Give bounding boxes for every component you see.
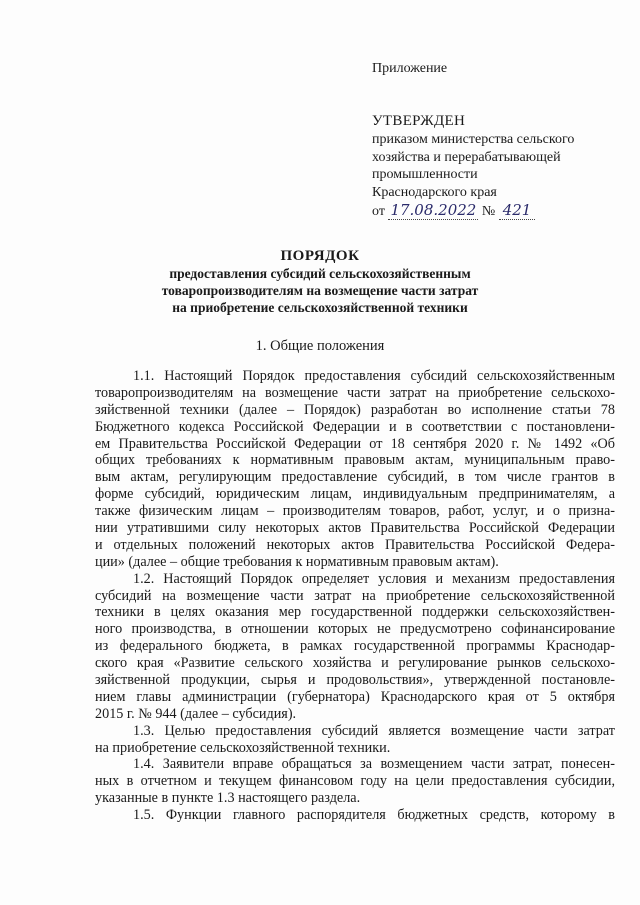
paragraph-1-5 [95, 807, 615, 824]
order-line: промышленности [372, 167, 478, 182]
order-line: приказом министерства сельского [372, 132, 575, 147]
section-heading: 1. Общие положения [255, 338, 385, 354]
number-prefix: № [481, 204, 496, 219]
paragraph-1-1 [95, 368, 615, 571]
subtitle-line: предоставления субсидий сельскохозяйственным [169, 266, 471, 281]
text-line: 1.3. Целью предоставления субсидий является возмещение части затрат [133, 722, 615, 739]
paragraph-1-2 [95, 571, 615, 723]
text-line: 1.1. Настоящий Порядок предоставления субсидий сельскохозяйственным [133, 368, 615, 384]
subtitle-line: на приобретение сельскохозяйственной техники [172, 300, 468, 315]
approval-order-text [372, 131, 574, 201]
text-line: форме субсидий, юридическим лицам, индивидуальным предпринимателям, а [95, 486, 615, 503]
paragraph-1-4 [95, 756, 615, 807]
text-line: общих требованиях к нормативным правовым актам, муниципальным право- [95, 452, 615, 469]
text-line: Бюджетного кодекса Российской Федерации и в соответствии с постановлени- [95, 418, 615, 435]
appendix-label: Приложение [372, 61, 448, 76]
text-line: 2015 г. № 944 (далее – субсидия). [95, 705, 297, 722]
handwritten-number: 421 [499, 201, 536, 220]
text-line: из федерального бюджета, в рамках государственной программы Краснодар- [95, 638, 615, 655]
text-line: товаропроизводителям на возмещение части затрат на приобретение сельскохо- [95, 384, 615, 401]
approved-label: УТВЕРЖДЕН [372, 113, 466, 129]
text-line: вым актам, регулирующим предоставление субсидий, в том числе грантов в [95, 469, 615, 486]
order-date-line [372, 201, 535, 221]
date-prefix: от [372, 204, 385, 219]
text-line: также физическим лицам – производителям товаров, работ, услуг, и о призна- [95, 503, 615, 520]
paragraph-1-3 [95, 723, 615, 757]
text-line: нии утратившими силу некоторых актов Правительства Российской Федерации [95, 520, 615, 537]
text-line: нием главы администрации (губернатора) Краснодарского края от 5 октября [95, 688, 615, 705]
order-line: хозяйства и перерабатывающей [372, 149, 561, 165]
text-line: и отдельных положений некоторых актов Правительства Российской Федера- [95, 536, 615, 553]
text-line: ем Правительства Российской Федерации от 18 сентября 2020 г. № 1492 «Об [95, 435, 615, 452]
text-line: на приобретение сельскохозяйственной техники. [95, 739, 391, 756]
text-line: 1.4. Заявители вправе обращаться за возмещением части затрат, понесен- [133, 756, 615, 773]
document-title: ПОРЯДОК [280, 248, 360, 264]
text-line: ных в отчетном и текущем финансовом году на цели предоставления субсидии, [95, 773, 615, 790]
text-line: ного производства, в отношении которых не предусмотрено софинансирование [95, 621, 615, 638]
text-line: указанные в пункте 1.3 настоящего раздела. [95, 790, 361, 807]
text-line: 1.5. Функции главного распорядителя бюджетных средств, которому в [133, 807, 615, 824]
text-line: субсидий на возмещение части затрат на приобретение сельскохозяйственной [95, 587, 615, 604]
order-line: Краснодарского края [372, 184, 497, 200]
handwritten-date: 17.08.2022 [390, 201, 477, 219]
document-body [95, 368, 615, 824]
text-line: ции» (далее – общие требования к нормативным правовым актам). [95, 553, 499, 570]
text-line: зяйственной техники (далее – Порядок) разработан во исполнение статьи 78 [95, 401, 615, 418]
text-line: ского края «Развитие сельского хозяйства и регулирование рынков сельскохо- [95, 655, 615, 672]
text-line: зяйственной продукции, сырья и продовольствия», утвержденной постановле- [95, 672, 615, 689]
document-subtitle [110, 265, 530, 316]
subtitle-line: товаропроизводителям на возмещение части затрат [161, 283, 479, 298]
text-line: 1.2. Настоящий Порядок определяет условия и механизм предоставления [133, 570, 615, 587]
text-line: техники в целях оказания мер государственной поддержки сельскохозяйствен- [95, 604, 615, 621]
